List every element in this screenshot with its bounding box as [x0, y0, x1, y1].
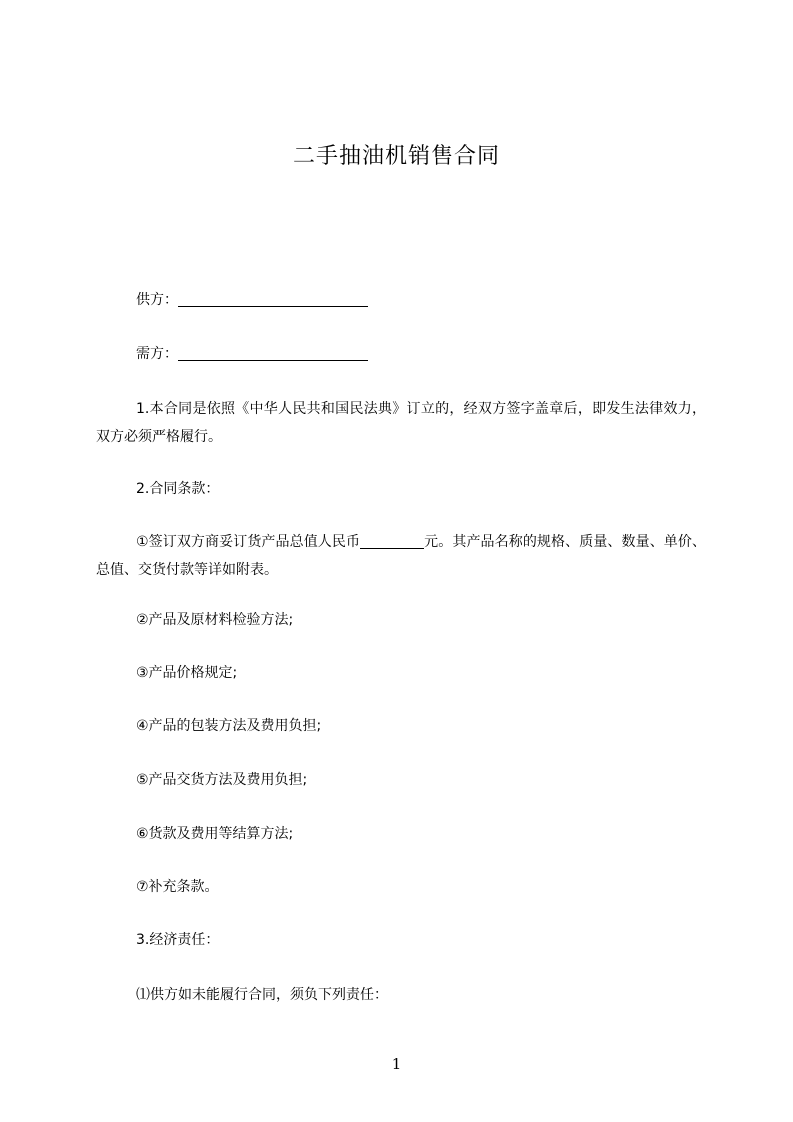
- clause-3-heading: 3.经济责任：: [136, 932, 220, 948]
- buyer-label: 需方：: [136, 346, 178, 362]
- clause-2-item-6: ⑥货款及费用等结算方法;: [136, 826, 294, 842]
- clause-1: 1.本合同是依照《中华人民共和国民法典》订立的，经双方签字盖章后，即发生法律效力，双方必须严格履行。: [96, 401, 706, 445]
- page-number: 1: [391, 1055, 402, 1073]
- clause-2-item-3: ③产品价格规定;: [136, 665, 238, 681]
- item-1-text-before: ①签订双方商妥订货产品总值人民币: [136, 534, 361, 550]
- clause-2-item-4: ④产品的包装方法及费用负担;: [136, 718, 322, 734]
- total-value-blank: [360, 532, 424, 549]
- buyer-blank: [178, 344, 368, 361]
- buyer-line: [96, 340, 706, 368]
- clause-2-item-5: ⑤产品交货方法及费用负担;: [136, 772, 308, 788]
- document-title: 二手抽油机销售合同: [292, 144, 500, 169]
- clause-2-item-1: [96, 528, 706, 584]
- clause-3-item-1: ⑴供方如未能履行合同，须负下列责任：: [136, 987, 388, 1003]
- supplier-blank: [178, 290, 368, 307]
- clause-2-item-2: ②产品及原材料检验方法;: [136, 612, 294, 628]
- item-1-text-after: 元。其产品名称的规格、质量、数量、单价、总值、交货付款等详如附表。: [96, 534, 706, 578]
- supplier-line: [96, 286, 706, 314]
- clause-2-heading: 2.合同条款：: [136, 481, 220, 497]
- clause-2-item-7: ⑦补充条款。: [136, 879, 219, 895]
- supplier-label: 供方：: [136, 292, 178, 308]
